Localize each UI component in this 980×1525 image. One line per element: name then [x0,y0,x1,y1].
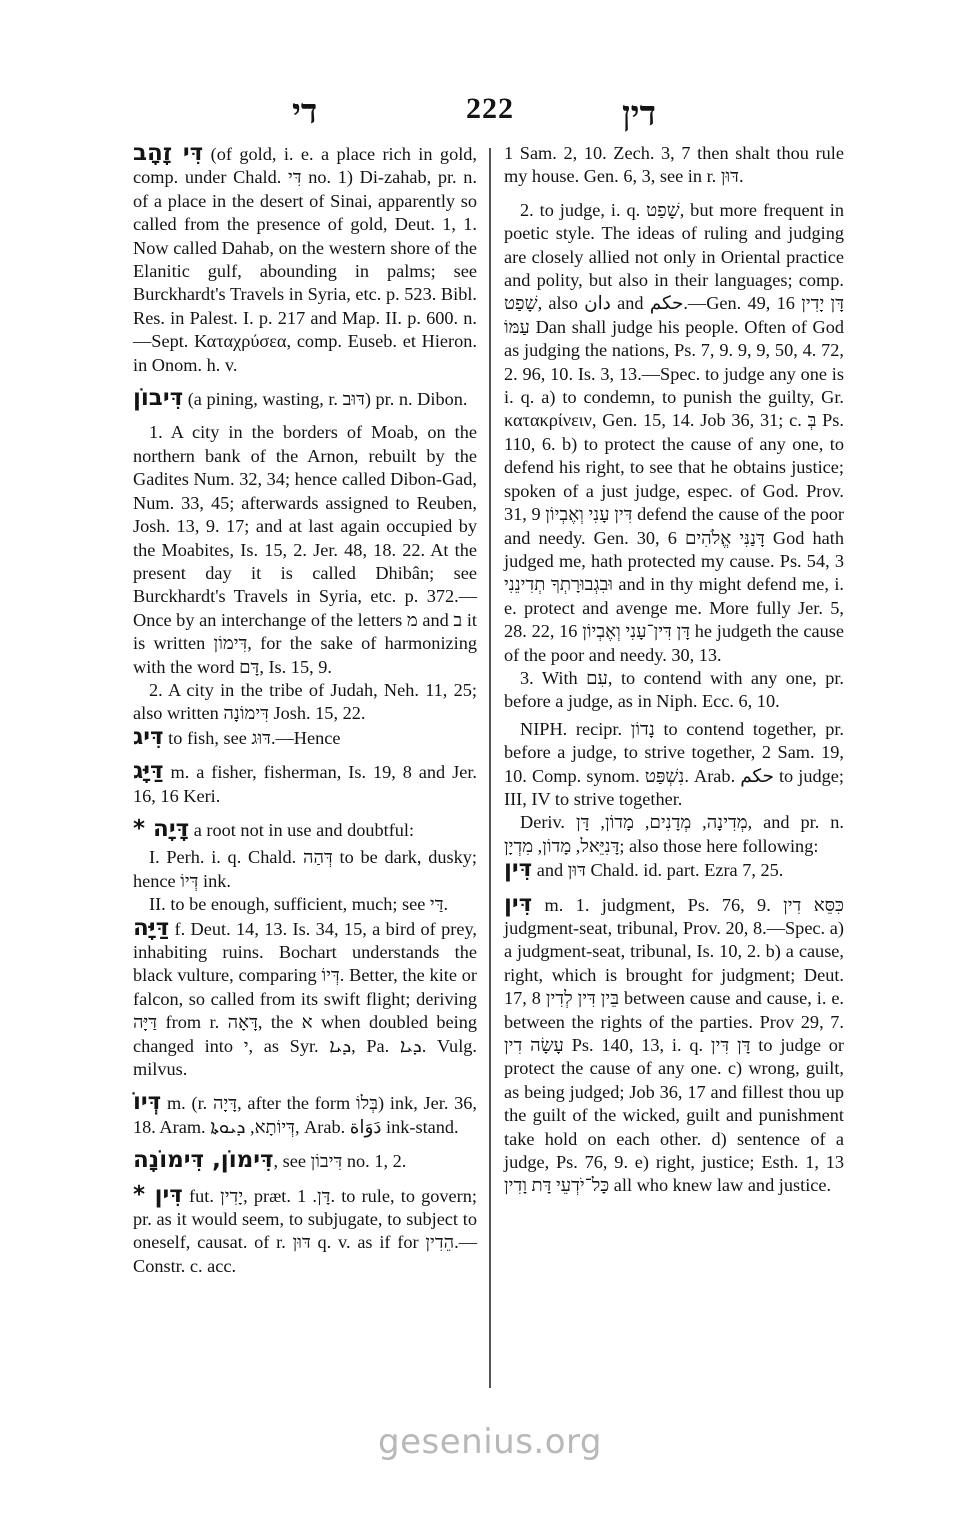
sense-2: 2. A city in the tribe of Judah, Neh. 11, 25; also written דִּימוֹנָה Josh. 15, 22. [133,679,477,724]
headword: * דָּיָה [133,815,190,842]
entry-dayah-root [133,815,477,842]
entry-deyo [133,1091,477,1139]
header-left-letters: די [292,94,318,131]
entry-din-chald [504,858,844,882]
headword: דַּיָּג [133,758,164,785]
column-divider [489,148,491,1388]
entry-text: (a pining, wasting, r. דּוּב) pr. n. Dibon. [187,389,468,410]
entry-text: m. 1. judgment, Ps. 76, 9. כִּסֵּא דִין judgment-seat, tribunal, Prov. 20, 8.—Spec. a) a judgment-seat, tribunal, Is. 10, 2. b) a cause, right, which is brought for judgment; Deut. 17, 8 בֵּין דִּין לְדִין between cause and cause, i. e. between the rights of the parties. Prov 29, 7. עָשָׂה דִין Ps. 140, 13, i. q. דָּן דִּין to judge or protect the cause of any one. c) wrong, guilt, as being judged; Job 36, 17 and fillest thou up the guilt of the wicked, guilt and punishment take hold on each other. d) sentence of a judge, Ps. 76, 9. e) right, justice; Esth. 1, 13 כָּל־יֹדְעֵי דָּת וָדִין all who knew law and justice. [504,894,844,1196]
entry-text: m. a fisher, fisherman, Is. 19, 8 and Jer. 16, 16 Keri. [133,762,477,806]
entry-dibon [133,387,477,411]
sense-ii: II. to be enough, sufficient, much; see דַּי. [149,894,449,915]
headword: דִּיבוֹן [133,385,184,412]
watermark: gesenius.org [378,1422,602,1462]
headword: דְּיוֹ [133,1089,162,1116]
entry-text: m. (r. דָּיָה, after the form בְּלוֹ) ink, Jer. 36, 18. Aram. דְּיוֹתָא, ܕܝܘܬܐ, Arab. دَوَاة ink-stand. [133,1093,477,1137]
right-column [504,142,844,1208]
sense-i: I. Perh. i. q. Chald. דְּהַה to be dark, dusky; hence דְּיוֹ ink. [133,847,477,891]
headword: דַּיָּה [133,914,170,941]
entry-text: a root not in use and doubtful: [193,819,415,840]
entry-din-verb [133,1181,477,1279]
entry-text: fut. יָדִין, præt. דָּן. 1. to rule, to govern; pr. as it would seem, to subjugate, to subject to oneself, causat. of r. דּוּן q. v. as if for הֵדִין.—Constr. c. acc. [133,1185,477,1276]
niphal: NIPH. recipr. נָדוֹן to contend together, pr. before a judge, to strive together, 2 Sam. 19, 10. Comp. synom. נִשְׁפַּט. Arab. حكم to judge; III, IV to strive together. [504,718,845,809]
derivatives: Deriv. מְדִינָה, מְדָנִים, מָדוֹן, דָּן, and pr. n. דָּנִיֵּאל, מָדוֹן, מִדְיָן; also those here following: [504,812,844,856]
entry-text: to fish, see דּוּג.—Hence [168,727,341,748]
page-header [0,92,980,142]
left-column [133,142,477,1288]
header-right-word: דין [622,96,656,133]
page-number: 222 [466,92,514,125]
entry-din-noun [504,890,844,1198]
headword: דִּין [504,890,533,917]
entry-text: and דּוּן Chald. id. part. Ezra 7, 25. [536,860,784,881]
continuation: 1 Sam. 2, 10. Zech. 3, 7 then shalt thou rule my house. Gen. 6, 3, see in r. דּוּן. [504,143,844,187]
entry-text: (of gold, i. e. a place rich in gold, comp. under Chald. דִּי no. 1) Di-zahab, pr. n. of a place in the desert of Sinai, apparently so called from the presence of gold, Deut. 1, 1. Now called Dahab, on the western shore of the Elanitic gulf, abounding in palms; see Burckhardt's Travels in Syria, etc. p. 523. Bibl. Res. in Palest. I. p. 217 and Map. II. p. 600. n.—Sept. Καταχρύσεα, comp. Euseb. et Hieron. in Onom. h. v. [133,144,477,375]
sense-2-judge: 2. to judge, i. q. שָׁפַט, but more frequent in poetic style. The ideas of ruling and judging are closely allied not only in Oriental practice and polity, but also in their languages; comp. שָׁפַט, also دان and حكم.—Gen. 49, 16 דָּן יָדִין עַמּוֹ Dan shall judge his people. Often of God as judging the nations, Ps. 7, 9. 9, 9, 50, 4. 72, 2. 96, 10. Is. 3, 13.—Spec. to judge any one is i. q. a) to condemn, to punish the guilty, Gr. κατακρίνειν, Gen. 15, 14. Job 36, 31; c. בְּ Ps. 110, 6. b) to protect the cause of any one, to defend his right, to see that he obtains justice; spoken of a just judge, espec. of God. Prov. 31, 9 דִּין עָנִי וְאֶבְיוֹן defend the cause of the poor and needy. Gen. 30, 6 דָּנַנִּי אֱלֹהִים God hath judged me, hath protected my cause. Ps. 54, 3 וּבִגְבוּרָתְךָ תְדִינֵנִי and in thy might defend me, i. e. protect and avenge me. More fully Jer. 5, 28. 22, 16 דָּן דִּין־עָנִי וְאֶבְיוֹן he judgeth the cause of the poor and needy. 30, 13. [504,199,845,665]
entry-text: f. Deut. 14, 13. Is. 34, 15, a bird of prey, inhabiting ruins. Bochart understands the black vulture, comparing דְּיוֹ. Better, the kite or falcon, so called from its swift flight; deriving דַּיָּה from r. דָּאָה, the א when doubled being changed into י, as Syr. ܕܝܐ, Pa. ܕܝܐ. Vulg. milvus. [133,918,477,1080]
entry-di-zahab [133,142,477,377]
entry-dimon [133,1149,477,1173]
sense-3-contend: 3. With עִם, to contend with any one, pr. before a judge, as in Niph. Ecc. 6, 10. [504,667,845,712]
headword: * דִּין [133,1181,183,1208]
entry-dayyah [133,914,477,1082]
headword: דִּימוֹן, דִּימוֹנָה [133,1147,274,1174]
headword: דִּין [504,856,533,883]
headword: דִּי זָהָב [133,140,204,166]
entry-dayyag [133,760,477,808]
entry-dig [133,723,477,750]
headword: דִּיג [133,723,164,750]
sense-1: 1. A city in the borders of Moab, on the northern bank of the Arnon, rebuilt by the Gadites Num. 32, 34; hence called Dibon-Gad, Num. 33, 45; afterwards assigned to Reuben, Josh. 13, 9. 17; and at last again occupied by the Moabites, Is. 15, 2. Jer. 48, 18. 22. At the present day it is called Dhibân; see Burckhardt's Travels in Syria, etc. p. 372.—Once by an interchange of the letters מ and ב it is written דִּימוֹן, for the sake of harmonizing with the word דָּם, Is. 15, 9. [133,422,477,677]
entry-text: , see דִּיבוֹן no. 1, 2. [273,1151,407,1172]
